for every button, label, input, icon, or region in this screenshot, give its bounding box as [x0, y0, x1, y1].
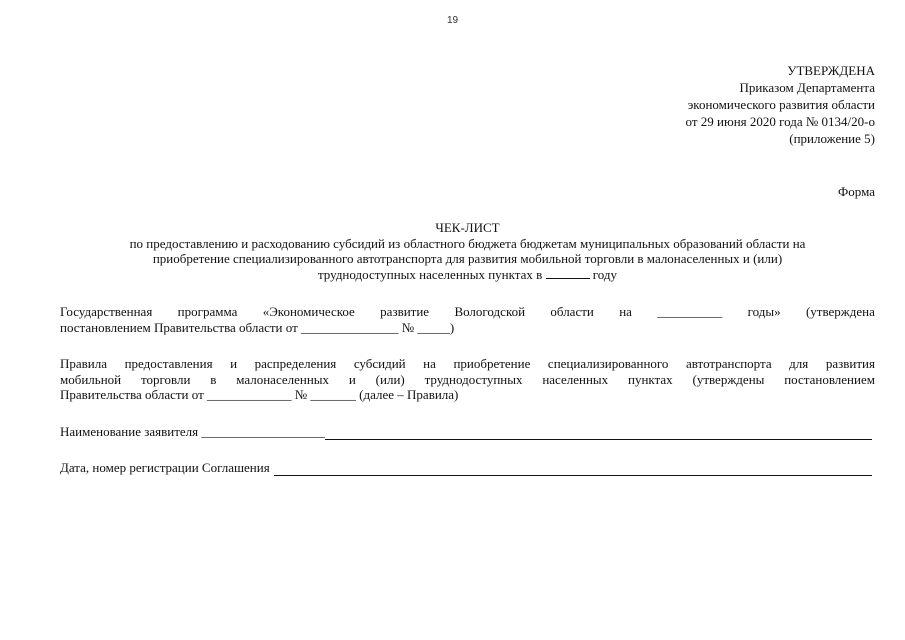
rules-word: специализированного	[547, 356, 669, 371]
rules-word: развития	[825, 356, 875, 371]
rules-word: предоставления	[124, 356, 213, 371]
program-word: «Экономическое	[262, 304, 355, 319]
applicant-label: Наименование заявителя ___________________	[60, 424, 325, 439]
rules-word: в	[210, 371, 217, 387]
rules-word: постановлением	[784, 371, 875, 387]
title-line-2: приобретение специализированного автотранспорта для развития мобильной торговли в малонаселенных и (или)	[152, 251, 783, 266]
rules-word: (утверждены	[692, 371, 765, 387]
program-word: годы»	[747, 304, 781, 319]
rules-word: на	[423, 356, 436, 371]
rules-word: малонаселенных	[236, 371, 330, 387]
rules-word: приобретение	[453, 356, 531, 371]
rules-word: автотранспорта	[685, 356, 772, 371]
program-word: программа	[177, 304, 238, 319]
rules-word: и	[230, 356, 238, 371]
program-line-1	[60, 304, 875, 320]
rules-word: и	[348, 371, 356, 387]
program-line-2: постановлением Правительства области от _______________ № _____)	[60, 319, 455, 335]
applicant-name-field	[60, 424, 872, 440]
program-word: развитие	[380, 304, 430, 319]
rules-word: труднодоступных	[424, 371, 523, 387]
program-word: Вологодской	[454, 304, 526, 319]
title-heading: ЧЕК-ЛИСТ	[435, 220, 500, 235]
page-number: 19	[446, 15, 459, 26]
rules-word: (или)	[375, 371, 405, 387]
rules-word: торговли	[140, 371, 191, 387]
rules-word: для	[789, 356, 809, 371]
approval-date: от 29 июня 2020 года № 0134/20-о	[685, 114, 875, 129]
rules-word: субсидий	[353, 356, 406, 371]
program-word: (утверждена	[805, 304, 875, 319]
program-word: Государственная	[60, 304, 153, 319]
rules-line-1	[60, 356, 875, 372]
title-line-3	[60, 267, 875, 283]
program-word: области	[550, 304, 594, 319]
program-paragraph	[60, 304, 875, 335]
approval-title: УТВЕРЖДЕНА	[787, 63, 875, 78]
rules-line-3: Правительства области от _____________ № _______ (далее – Правила)	[60, 387, 459, 402]
title-line-1: по предоставлению и расходованию субсидий из областного бюджета бюджетам муниципальных образований области на	[129, 235, 806, 251]
form-label: Форма	[838, 184, 875, 199]
title-line-3-end: году	[592, 266, 618, 282]
program-word: на	[619, 304, 632, 319]
approval-appendix: (приложение 5)	[789, 131, 875, 146]
applicant-fill-line	[325, 426, 872, 440]
agreement-field	[60, 460, 872, 476]
rules-line-2	[60, 372, 875, 388]
title-line-3-start: труднодоступных населенных пунктах в	[317, 266, 543, 282]
rules-word: мобильной	[60, 371, 122, 387]
agreement-fill-line	[274, 462, 872, 476]
rules-paragraph	[60, 356, 875, 403]
approval-order: Приказом Департамента	[739, 80, 875, 95]
rules-word: Правила	[60, 356, 108, 371]
agreement-label: Дата, номер регистрации Соглашения	[60, 460, 270, 475]
year-blank	[546, 267, 590, 279]
document-title	[60, 220, 875, 282]
approval-block	[686, 62, 875, 147]
rules-word: населенных	[542, 371, 609, 387]
rules-word: распределения	[254, 356, 337, 371]
program-years-blank: __________	[657, 304, 723, 319]
rules-word: пунктах	[627, 371, 673, 387]
approval-department: экономического развития области	[687, 97, 875, 112]
